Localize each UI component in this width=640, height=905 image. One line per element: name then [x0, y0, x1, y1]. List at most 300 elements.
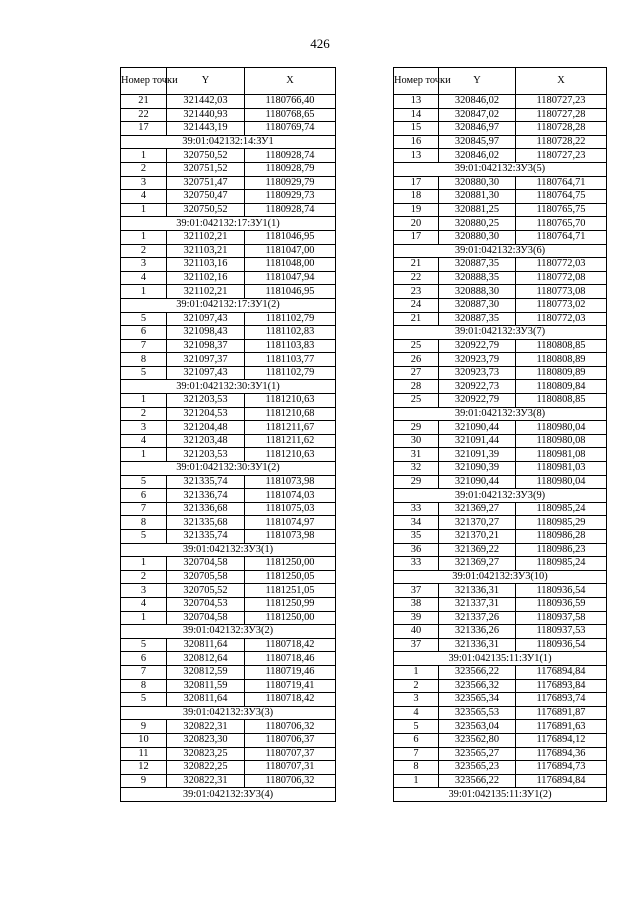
x-coordinate-cell: 1180773,02: [516, 298, 607, 312]
section-row: [394, 407, 607, 421]
section-cadastral-number: 39:01:042132:30:ЗУ1(1): [121, 380, 336, 394]
y-coordinate-cell: 321443,19: [167, 122, 245, 136]
y-coordinate-cell: 320822,31: [167, 774, 245, 788]
table-row: [121, 366, 336, 380]
point-number-cell: 7: [121, 665, 167, 679]
point-number-cell: 1: [394, 774, 439, 788]
table-row: [394, 530, 607, 544]
point-number-cell: 2: [121, 407, 167, 421]
point-number-cell: 25: [394, 339, 439, 353]
x-coordinate-cell: 1180936,54: [516, 638, 607, 652]
point-number-cell: 1: [121, 557, 167, 571]
section-row: [394, 788, 607, 802]
point-number-cell: 30: [394, 434, 439, 448]
point-number-cell: 40: [394, 625, 439, 639]
table-row: [121, 530, 336, 544]
x-coordinate-cell: 1180808,85: [516, 339, 607, 353]
y-coordinate-cell: 320880,30: [439, 230, 516, 244]
y-coordinate-cell: 320888,35: [439, 271, 516, 285]
section-row: [394, 489, 607, 503]
table-row: [394, 421, 607, 435]
table-row: [394, 557, 607, 571]
x-coordinate-cell: 1180706,32: [245, 774, 336, 788]
point-number-cell: 12: [121, 761, 167, 775]
point-number-cell: 26: [394, 353, 439, 367]
point-number-cell: 18: [394, 190, 439, 204]
header-x: X: [516, 68, 607, 95]
y-coordinate-cell: 323562,80: [439, 733, 516, 747]
point-number-cell: 28: [394, 380, 439, 394]
x-coordinate-cell: 1180773,08: [516, 285, 607, 299]
y-coordinate-cell: 320823,30: [167, 733, 245, 747]
table-row: [121, 733, 336, 747]
y-coordinate-cell: 321337,31: [439, 597, 516, 611]
y-coordinate-cell: 321335,74: [167, 475, 245, 489]
x-coordinate-cell: 1180809,84: [516, 380, 607, 394]
y-coordinate-cell: 321369,27: [439, 557, 516, 571]
y-coordinate-cell: 320704,58: [167, 611, 245, 625]
point-number-cell: 1: [121, 448, 167, 462]
y-coordinate-cell: 323565,34: [439, 693, 516, 707]
section-row: [121, 625, 336, 639]
y-coordinate-cell: 320888,30: [439, 285, 516, 299]
x-coordinate-cell: 1181102,79: [245, 312, 336, 326]
table-row: [394, 611, 607, 625]
point-number-cell: 2: [394, 679, 439, 693]
point-number-cell: 19: [394, 203, 439, 217]
y-coordinate-cell: 323563,04: [439, 720, 516, 734]
x-coordinate-cell: 1181046,95: [245, 230, 336, 244]
x-coordinate-cell: 1180985,24: [516, 557, 607, 571]
section-row: [394, 326, 607, 340]
y-coordinate-cell: 321336,26: [439, 625, 516, 639]
table-row: [121, 162, 336, 176]
x-coordinate-cell: 1181073,98: [245, 530, 336, 544]
x-coordinate-cell: 1180985,24: [516, 502, 607, 516]
point-number-cell: 21: [121, 95, 167, 109]
table-row: [394, 475, 607, 489]
point-number-cell: 6: [121, 489, 167, 503]
x-coordinate-cell: 1181046,95: [245, 285, 336, 299]
x-coordinate-cell: 1180764,71: [516, 230, 607, 244]
header-point-number: [121, 68, 178, 95]
table-row: [121, 285, 336, 299]
table-row: [394, 679, 607, 693]
point-number-cell: 34: [394, 516, 439, 530]
table-row: [394, 625, 607, 639]
point-number-cell: 5: [121, 693, 167, 707]
table-row: [394, 516, 607, 530]
x-coordinate-cell: 1180985,29: [516, 516, 607, 530]
section-row: [121, 788, 336, 802]
x-coordinate-cell: 1180936,59: [516, 597, 607, 611]
x-coordinate-cell: 1181047,94: [245, 271, 336, 285]
x-coordinate-cell: 1180707,31: [245, 761, 336, 775]
table-row: [121, 122, 336, 136]
table-row: [394, 761, 607, 775]
x-coordinate-cell: 1180727,28: [516, 108, 607, 122]
y-coordinate-cell: 321204,53: [167, 407, 245, 421]
table-row: [121, 774, 336, 788]
point-number-cell: 3: [121, 584, 167, 598]
point-number-cell: 25: [394, 394, 439, 408]
x-coordinate-cell: 1181211,67: [245, 421, 336, 435]
point-number-cell: 4: [121, 434, 167, 448]
point-number-cell: 22: [394, 271, 439, 285]
table-row: [394, 149, 607, 163]
y-coordinate-cell: 320922,73: [439, 380, 516, 394]
table-row: [121, 176, 336, 190]
table-row: [121, 230, 336, 244]
table-row: [121, 108, 336, 122]
x-coordinate-cell: 1181048,00: [245, 258, 336, 272]
x-coordinate-cell: 1180706,37: [245, 733, 336, 747]
table-row: [121, 489, 336, 503]
y-coordinate-cell: 320846,02: [439, 95, 516, 109]
y-coordinate-cell: 323565,27: [439, 747, 516, 761]
y-coordinate-cell: 321097,43: [167, 366, 245, 380]
table-row: [121, 407, 336, 421]
point-number-cell: 9: [121, 774, 167, 788]
x-coordinate-cell: 1180728,22: [516, 135, 607, 149]
table-row: [394, 258, 607, 272]
point-number-cell: 35: [394, 530, 439, 544]
table-row: [394, 108, 607, 122]
table-row: [394, 95, 607, 109]
x-coordinate-cell: 1181250,05: [245, 570, 336, 584]
point-number-cell: 13: [394, 149, 439, 163]
point-number-cell: 3: [394, 693, 439, 707]
page-number: 426: [310, 36, 330, 51]
x-coordinate-cell: 1176894,12: [516, 733, 607, 747]
x-coordinate-cell: 1180766,40: [245, 95, 336, 109]
y-coordinate-cell: 321203,53: [167, 448, 245, 462]
y-coordinate-cell: 320705,58: [167, 570, 245, 584]
x-coordinate-cell: 1176894,36: [516, 747, 607, 761]
x-coordinate-cell: 1176894,84: [516, 665, 607, 679]
y-coordinate-cell: 320704,53: [167, 597, 245, 611]
y-coordinate-cell: 321098,37: [167, 339, 245, 353]
x-coordinate-cell: 1180809,89: [516, 366, 607, 380]
header-point-label: Номер точки: [394, 75, 451, 86]
table-row: [394, 285, 607, 299]
point-number-cell: 1: [121, 230, 167, 244]
point-number-cell: 29: [394, 421, 439, 435]
y-coordinate-cell: 321098,43: [167, 326, 245, 340]
table-row: [121, 611, 336, 625]
y-coordinate-cell: 321335,74: [167, 530, 245, 544]
y-coordinate-cell: 321103,16: [167, 258, 245, 272]
y-coordinate-cell: 320822,25: [167, 761, 245, 775]
x-coordinate-cell: 1180769,74: [245, 122, 336, 136]
y-coordinate-cell: 320704,58: [167, 557, 245, 571]
x-coordinate-cell: 1176893,74: [516, 693, 607, 707]
x-coordinate-cell: 1180706,32: [245, 720, 336, 734]
point-number-cell: 22: [121, 108, 167, 122]
table-row: [121, 353, 336, 367]
table-row: [394, 312, 607, 326]
y-coordinate-cell: 320846,97: [439, 122, 516, 136]
table-row: [394, 584, 607, 598]
y-coordinate-cell: 323565,23: [439, 761, 516, 775]
section-cadastral-number: 39:01:042132:ЗУ3(8): [394, 407, 607, 421]
table-row: [121, 502, 336, 516]
x-coordinate-cell: 1181102,83: [245, 326, 336, 340]
y-coordinate-cell: 320923,79: [439, 353, 516, 367]
y-coordinate-cell: 321442,03: [167, 95, 245, 109]
section-cadastral-number: 39:01:042132:ЗУ3(5): [394, 162, 607, 176]
y-coordinate-cell: 320847,02: [439, 108, 516, 122]
x-coordinate-cell: 1181075,03: [245, 502, 336, 516]
section-cadastral-number: 39:01:042132:ЗУ3(3): [121, 706, 336, 720]
point-number-cell: 2: [121, 570, 167, 584]
y-coordinate-cell: 320705,52: [167, 584, 245, 598]
table-row: [121, 584, 336, 598]
x-coordinate-cell: 1181047,00: [245, 244, 336, 258]
y-coordinate-cell: 320823,25: [167, 747, 245, 761]
x-coordinate-cell: 1180727,23: [516, 95, 607, 109]
table-row: [394, 448, 607, 462]
table-row: [394, 176, 607, 190]
x-coordinate-cell: 1181103,77: [245, 353, 336, 367]
y-coordinate-cell: 320880,25: [439, 217, 516, 231]
point-number-cell: 17: [121, 122, 167, 136]
section-row: [121, 135, 336, 149]
y-coordinate-cell: 321203,48: [167, 434, 245, 448]
y-coordinate-cell: 321097,43: [167, 312, 245, 326]
section-row: [121, 380, 336, 394]
table-row: [394, 597, 607, 611]
point-number-cell: 21: [394, 312, 439, 326]
x-coordinate-cell: 1180929,79: [245, 176, 336, 190]
y-coordinate-cell: 321090,39: [439, 462, 516, 476]
x-coordinate-cell: 1180772,03: [516, 312, 607, 326]
x-coordinate-cell: 1181211,62: [245, 434, 336, 448]
section-row: [394, 244, 607, 258]
section-cadastral-number: 39:01:042132:ЗУ3(4): [121, 788, 336, 802]
y-coordinate-cell: 321369,22: [439, 543, 516, 557]
y-coordinate-cell: 321370,27: [439, 516, 516, 530]
y-coordinate-cell: 321103,21: [167, 244, 245, 258]
y-coordinate-cell: 320887,35: [439, 312, 516, 326]
y-coordinate-cell: 320822,31: [167, 720, 245, 734]
point-number-cell: 37: [394, 584, 439, 598]
y-coordinate-cell: 321203,53: [167, 394, 245, 408]
point-number-cell: 15: [394, 122, 439, 136]
table-row: [121, 747, 336, 761]
table-row: [121, 652, 336, 666]
table-row: [121, 326, 336, 340]
point-number-cell: 31: [394, 448, 439, 462]
point-number-cell: 8: [394, 761, 439, 775]
section-row: [121, 298, 336, 312]
header-x: X: [245, 68, 336, 95]
y-coordinate-cell: 320751,47: [167, 176, 245, 190]
y-coordinate-cell: 320811,64: [167, 693, 245, 707]
x-coordinate-cell: 1180719,46: [245, 665, 336, 679]
y-coordinate-cell: 321335,68: [167, 516, 245, 530]
y-coordinate-cell: 320881,25: [439, 203, 516, 217]
table-row: [394, 380, 607, 394]
y-coordinate-cell: 321090,44: [439, 475, 516, 489]
y-coordinate-cell: 321204,48: [167, 421, 245, 435]
x-coordinate-cell: 1180928,74: [245, 149, 336, 163]
y-coordinate-cell: 321336,31: [439, 584, 516, 598]
point-number-cell: 16: [394, 135, 439, 149]
point-number-cell: 1: [121, 611, 167, 625]
table-row: [121, 448, 336, 462]
section-cadastral-number: 39:01:042132:ЗУ3(10): [394, 570, 607, 584]
table-row: [121, 516, 336, 530]
y-coordinate-cell: 320887,35: [439, 258, 516, 272]
section-row: [121, 543, 336, 557]
point-number-cell: 36: [394, 543, 439, 557]
y-coordinate-cell: 321369,27: [439, 502, 516, 516]
x-coordinate-cell: 1180719,41: [245, 679, 336, 693]
x-coordinate-cell: 1176894,73: [516, 761, 607, 775]
point-number-cell: 38: [394, 597, 439, 611]
x-coordinate-cell: 1180980,04: [516, 475, 607, 489]
point-number-cell: 2: [121, 162, 167, 176]
y-coordinate-cell: 323566,32: [439, 679, 516, 693]
point-number-cell: 1: [121, 149, 167, 163]
table-row: [121, 271, 336, 285]
x-coordinate-cell: 1180707,37: [245, 747, 336, 761]
x-coordinate-cell: 1180928,79: [245, 162, 336, 176]
table-row: [121, 570, 336, 584]
point-number-cell: 33: [394, 557, 439, 571]
point-number-cell: 3: [121, 421, 167, 435]
table-row: [394, 720, 607, 734]
table-row: [394, 217, 607, 231]
point-number-cell: 6: [121, 652, 167, 666]
table-row: [394, 543, 607, 557]
section-cadastral-number: 39:01:042132:14:ЗУ1: [121, 135, 336, 149]
y-coordinate-cell: 321091,44: [439, 434, 516, 448]
table-row: [394, 693, 607, 707]
point-number-cell: 5: [121, 475, 167, 489]
point-number-cell: 7: [394, 747, 439, 761]
table-row: [121, 597, 336, 611]
table-row: [121, 95, 336, 109]
y-coordinate-cell: 323565,53: [439, 706, 516, 720]
y-coordinate-cell: 320811,64: [167, 638, 245, 652]
table-row: [394, 366, 607, 380]
section-row: [394, 570, 607, 584]
section-cadastral-number: 39:01:042132:30:ЗУ1(2): [121, 462, 336, 476]
y-coordinate-cell: 321336,74: [167, 489, 245, 503]
point-number-cell: 5: [394, 720, 439, 734]
table-header-row: [394, 68, 607, 95]
x-coordinate-cell: 1180937,58: [516, 611, 607, 625]
right-coordinates-table: [393, 67, 607, 802]
x-coordinate-cell: 1180772,03: [516, 258, 607, 272]
table-row: [121, 434, 336, 448]
table-row: [121, 557, 336, 571]
section-row: [121, 706, 336, 720]
y-coordinate-cell: 320811,59: [167, 679, 245, 693]
point-number-cell: 37: [394, 638, 439, 652]
x-coordinate-cell: 1180986,28: [516, 530, 607, 544]
table-row: [394, 434, 607, 448]
y-coordinate-cell: 320750,52: [167, 203, 245, 217]
point-number-cell: 5: [121, 638, 167, 652]
y-coordinate-cell: 320750,52: [167, 149, 245, 163]
y-coordinate-cell: 320887,30: [439, 298, 516, 312]
y-coordinate-cell: 321102,21: [167, 285, 245, 299]
table-row: [121, 394, 336, 408]
point-number-cell: 11: [121, 747, 167, 761]
x-coordinate-cell: 1180727,23: [516, 149, 607, 163]
x-coordinate-cell: 1180808,89: [516, 353, 607, 367]
x-coordinate-cell: 1181210,63: [245, 394, 336, 408]
point-number-cell: 27: [394, 366, 439, 380]
point-number-cell: 4: [121, 190, 167, 204]
table-row: [394, 190, 607, 204]
point-number-cell: 20: [394, 217, 439, 231]
x-coordinate-cell: 1180929,73: [245, 190, 336, 204]
x-coordinate-cell: 1181251,05: [245, 584, 336, 598]
point-number-cell: 21: [394, 258, 439, 272]
table-row: [394, 502, 607, 516]
point-number-cell: 24: [394, 298, 439, 312]
section-cadastral-number: 39:01:042132:17:ЗУ1(1): [121, 217, 336, 231]
point-number-cell: 4: [394, 706, 439, 720]
y-coordinate-cell: 321370,21: [439, 530, 516, 544]
table-row: [121, 761, 336, 775]
x-coordinate-cell: 1180986,23: [516, 543, 607, 557]
y-coordinate-cell: 320812,59: [167, 665, 245, 679]
x-coordinate-cell: 1181250,00: [245, 557, 336, 571]
x-coordinate-cell: 1176893,84: [516, 679, 607, 693]
section-row: [394, 652, 607, 666]
table-row: [121, 244, 336, 258]
point-number-cell: 1: [394, 665, 439, 679]
table-row: [121, 693, 336, 707]
x-coordinate-cell: 1180718,46: [245, 652, 336, 666]
table-row: [394, 706, 607, 720]
x-coordinate-cell: 1181210,68: [245, 407, 336, 421]
point-number-cell: 7: [121, 502, 167, 516]
table-row: [394, 733, 607, 747]
point-number-cell: 17: [394, 176, 439, 190]
x-coordinate-cell: 1181074,03: [245, 489, 336, 503]
table-row: [394, 203, 607, 217]
x-coordinate-cell: 1176894,84: [516, 774, 607, 788]
point-number-cell: 5: [121, 530, 167, 544]
x-coordinate-cell: 1181103,83: [245, 339, 336, 353]
y-coordinate-cell: 320751,52: [167, 162, 245, 176]
x-coordinate-cell: 1180718,42: [245, 638, 336, 652]
x-coordinate-cell: 1180937,53: [516, 625, 607, 639]
y-coordinate-cell: 321102,16: [167, 271, 245, 285]
x-coordinate-cell: 1180981,03: [516, 462, 607, 476]
section-cadastral-number: 39:01:042135:11:ЗУ1(2): [394, 788, 607, 802]
point-number-cell: 23: [394, 285, 439, 299]
y-coordinate-cell: 321336,68: [167, 502, 245, 516]
x-coordinate-cell: 1180981,08: [516, 448, 607, 462]
left-table-body: [121, 95, 336, 802]
y-coordinate-cell: 323566,22: [439, 774, 516, 788]
section-cadastral-number: 39:01:042132:ЗУ3(2): [121, 625, 336, 639]
table-row: [394, 747, 607, 761]
y-coordinate-cell: 320880,30: [439, 176, 516, 190]
table-row: [121, 339, 336, 353]
point-number-cell: 33: [394, 502, 439, 516]
point-number-cell: 1: [121, 394, 167, 408]
section-cadastral-number: 39:01:042132:ЗУ3(1): [121, 543, 336, 557]
y-coordinate-cell: 323566,22: [439, 665, 516, 679]
